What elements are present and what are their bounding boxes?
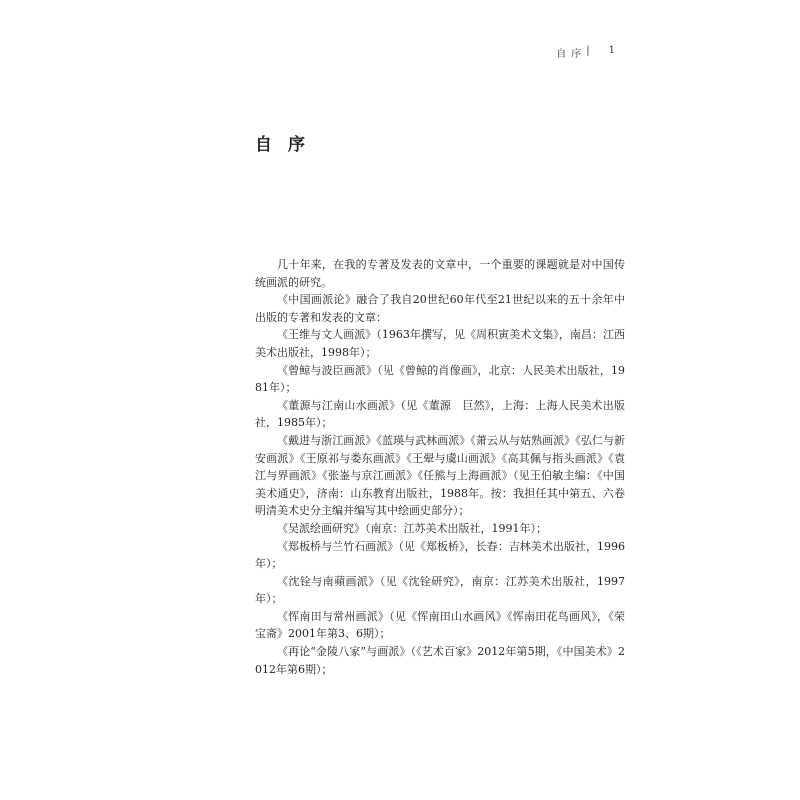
paragraph-entry: 《曾鲸与波臣画派》（见《曾鲸的肖像画》，北京：人民美术出版社，1981年）； <box>255 363 625 395</box>
paragraph-entry: 《郑板桥与兰竹石画派》（见《郑板桥》，长春：吉林美术出版社，1996年）； <box>255 539 625 571</box>
paragraph-entry: 《戴进与浙江画派》《蓝瑛与武林画派》《萧云从与姑熟画派》《弘仁与新安画派》《王原祁与娄东画派》《王翚与虞山画派》《高其佩与指头画派》《袁江与界画派》《张崟与京江画派》《任熊与上海画派》（见王伯敏主编：《中国美术通史》，济南：山东教育出版社，1988年。按：我担任其中第五、六卷明清美术史分主编并编写其中绘画史部分）； <box>255 433 625 518</box>
running-header-title-char2: 序 <box>571 49 583 60</box>
running-header-title-char1: 自 <box>556 49 568 60</box>
chapter-title <box>255 130 307 155</box>
paragraph-entry: 《再论“金陵八家”与画派》（《艺术百家》2012年第5期，《中国美术》2012年第6期）； <box>255 645 625 676</box>
paragraph-book-overview: 《中国画派论》融合了我自20世纪60年代至21世纪以来的五十余年中出版的专著和发表的文章： <box>255 293 625 324</box>
paragraph-entry: 《董源与江南山水画派》（见《董源 巨然》，上海：上海人民美术出版社，1985年）； <box>255 398 625 430</box>
paragraph-entry: 《沈铨与南蘋画派》（见《沈铨研究》，南京：江苏美术出版社，1997年）； <box>255 574 625 606</box>
page-number: 1 <box>608 45 616 56</box>
chapter-title-char2: 序 <box>288 135 307 155</box>
chapter-title-char1: 自 <box>255 135 274 155</box>
body-text <box>255 256 625 678</box>
running-header <box>556 45 616 60</box>
paragraph-entry: 《吴派绘画研究》（南京：江苏美术出版社，1991年）； <box>277 521 547 535</box>
running-header-separator: | <box>586 45 591 56</box>
paragraph-entry: 《恽南田与常州画派》（见《恽南田山水画风》《恽南田花鸟画风》，《荣宝斋》2001年第3、6期）； <box>255 609 625 641</box>
paragraph-entry: 《王维与文人画派》（1963年撰写，见《周积寅美术文集》，南昌：江西美术出版社，1998年）； <box>255 328 625 359</box>
paragraph-intro: 几十年来，在我的专著及发表的文章中，一个重要的课题就是对中国传统画派的研究。 <box>255 258 625 289</box>
